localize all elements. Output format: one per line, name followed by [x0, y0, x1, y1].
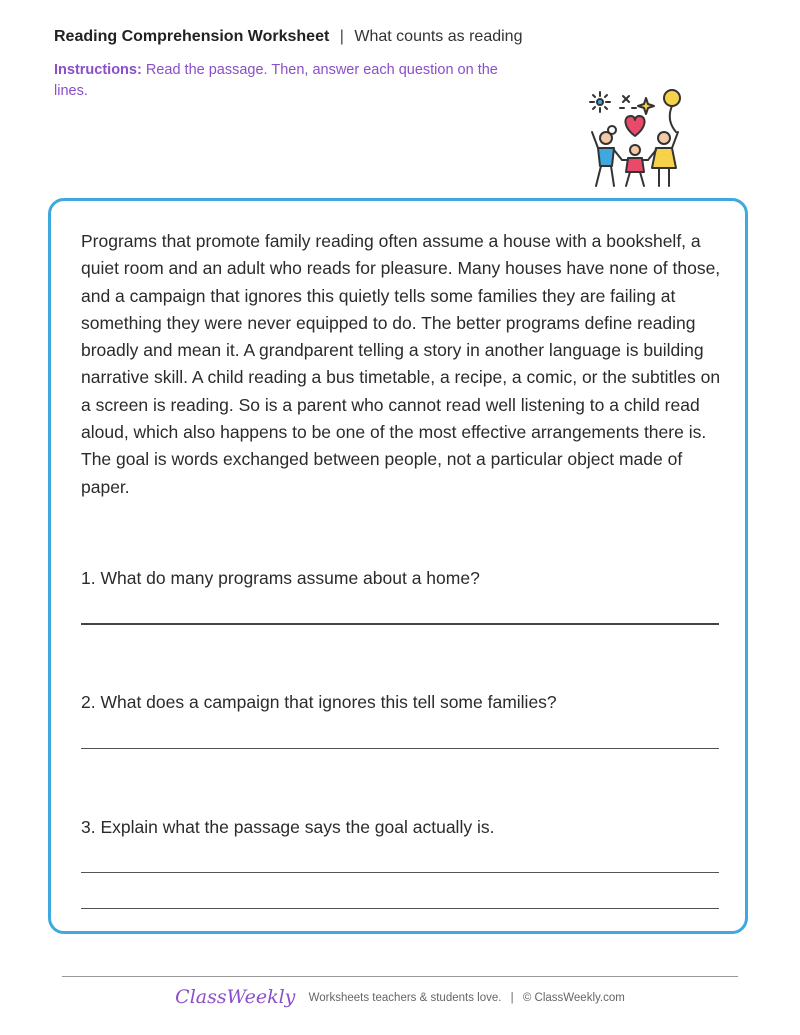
- family-celebration-icon: [580, 86, 690, 192]
- firework-icon: [590, 92, 610, 112]
- instructions: [54, 60, 514, 102]
- footer-divider: [62, 976, 738, 977]
- footer-copyright: © ClassWeekly.com: [522, 992, 625, 1004]
- footer-tagline: Worksheets teachers & students love.: [308, 992, 502, 1004]
- answer-line-3a[interactable]: [81, 872, 719, 873]
- worksheet-header: [54, 27, 522, 47]
- question-2: 2. What does a campaign that ignores this tell some families?: [81, 692, 557, 712]
- reading-passage: Programs that promote family reading often assume a house with a bookshelf, a quiet room and an adult who reads for pleasure. Many houses have none of those, and a campaign that ignores this quietly tells some families they are failing at something they were never equipped to do. The better programs define reading broadly and mean it. A grandparent telling a story in another language is building narrative skill. A child reading a bus timetable, a recipe, a comic, or the subtitles on a screen is reading. So is a parent who cannot read well listening to a child read aloud, which also happens to be one of the most effective arrangements there is. The goal is words exchanged between people, not a particular object made of paper.: [81, 231, 721, 497]
- footer: [0, 986, 800, 1008]
- header-separator: |: [339, 28, 344, 45]
- footer-separator: |: [510, 992, 514, 1004]
- answer-line-3b[interactable]: [81, 908, 719, 909]
- brand-logo: ClassWeekly: [175, 986, 296, 1008]
- question-3: 3. Explain what the passage says the goal actually is.: [81, 817, 495, 837]
- question-1: 1. What do many programs assume about a home?: [81, 568, 480, 588]
- instructions-text: Read the passage. Then, answer each question on the lines.: [54, 62, 498, 99]
- instructions-label: Instructions:: [54, 62, 142, 78]
- answer-line-2[interactable]: [81, 748, 719, 749]
- worksheet-subtitle: What counts as reading: [354, 28, 523, 45]
- worksheet-title: Reading Comprehension Worksheet: [54, 28, 330, 45]
- answer-line-1[interactable]: [81, 623, 719, 625]
